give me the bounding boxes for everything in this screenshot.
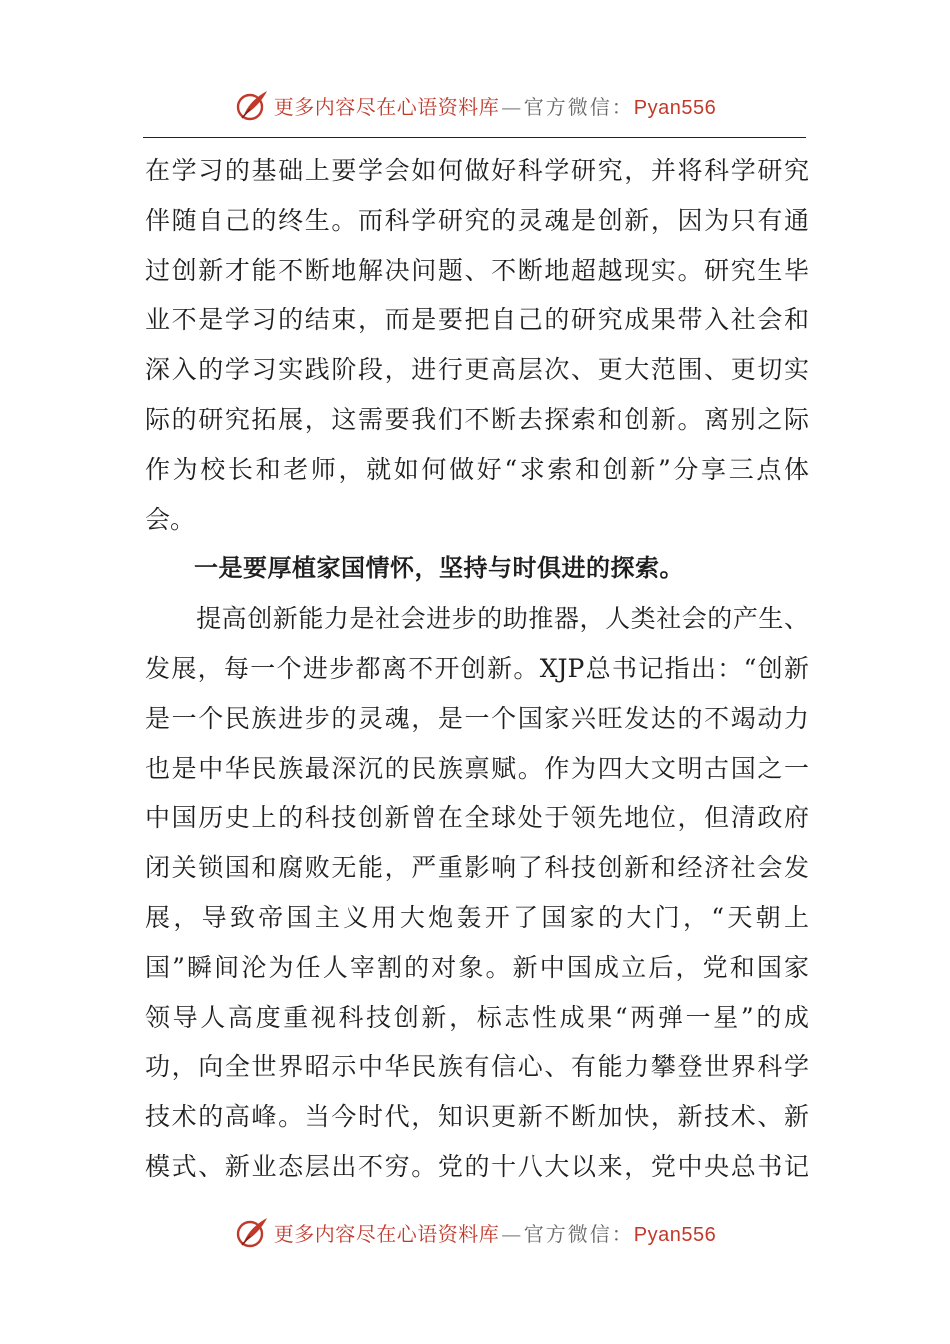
text-line: 国”瞬间沦为任人宰割的对象。新中国成立后，党和国家 (145, 952, 809, 982)
header-banner-main: 更多内容尽在心语资料库 (273, 94, 500, 119)
header-banner-sep: — (501, 94, 522, 119)
header-banner-wechat: 官方微信： (523, 94, 634, 119)
footer-banner-wechat: 官方微信： (523, 1221, 634, 1246)
quill-logo-icon (234, 87, 270, 123)
footer-banner-sep: — (501, 1221, 522, 1246)
text-line: 际的研究拓展，这需要我们不断去探索和创新。离别之际 (145, 404, 809, 434)
text-line: 提高创新能力是社会进步的助推器，人类社会的产生、 (145, 604, 809, 634)
footer-banner-main: 更多内容尽在心语资料库 (273, 1221, 500, 1246)
text-line: 在学习的基础上要学会如何做好科学研究，并将科学研究 (145, 156, 809, 185)
text-line: 领导人高度重视科技创新，标志性成果“两弹一星”的成 (145, 1002, 809, 1032)
text-line: 过创新才能不断地解决问题、不断地超越现实。研究生毕 (145, 255, 809, 285)
text-line: 闭关锁国和腐败无能，严重影响了科技创新和经济社会发 (145, 853, 809, 883)
text-line: 是一个民族进步的灵魂，是一个国家兴旺发达的不竭动力 (145, 703, 809, 733)
footer-banner-text (274, 1218, 716, 1247)
text-line: 深入的学习实践阶段，进行更高层次、更大范围、更切实 (145, 355, 809, 385)
text-line: 伴随自己的终生。而科学研究的灵魂是创新，因为只有通 (145, 205, 809, 235)
text-line: 中国历史上的科技创新曾在全球处于领先地位，但清政府 (145, 803, 809, 833)
text-line: 会。 (145, 504, 196, 534)
document-body (145, 146, 809, 1192)
text-line: 功，向全世界昭示中华民族有信心、有能力攀登世界科学 (145, 1052, 809, 1082)
header-banner (0, 83, 950, 127)
section-heading: 一是要厚植家国情怀，坚持与时俱进的探索。 (145, 554, 684, 583)
text-line: 模式、新业态层出不穷。党的十八大以来，党中央总书记 (145, 1151, 809, 1181)
footer-banner (0, 1210, 950, 1254)
footer-banner-id: Pyan556 (633, 1223, 717, 1246)
quill-logo-icon (234, 1214, 270, 1250)
text-line: 展，导致帝国主义用大炮轰开了国家的大门，“天朝上 (145, 902, 809, 932)
text-line: 发展，每一个进步都离不开创新。XJP总书记指出：“创新 (145, 653, 809, 683)
text-line: 也是中华民族最深沉的民族禀赋。作为四大文明古国之一 (145, 753, 809, 783)
header-banner-text (274, 91, 716, 120)
text-line: 作为校长和老师，就如何做好“求索和创新”分享三点体 (145, 454, 809, 484)
text-line: 业不是学习的结束，而是要把自己的研究成果带入社会和 (145, 305, 809, 335)
header-rule (143, 137, 806, 138)
text-line: 技术的高峰。当今时代，知识更新不断加快，新技术、新 (145, 1102, 809, 1132)
header-banner-id: Pyan556 (633, 96, 717, 119)
